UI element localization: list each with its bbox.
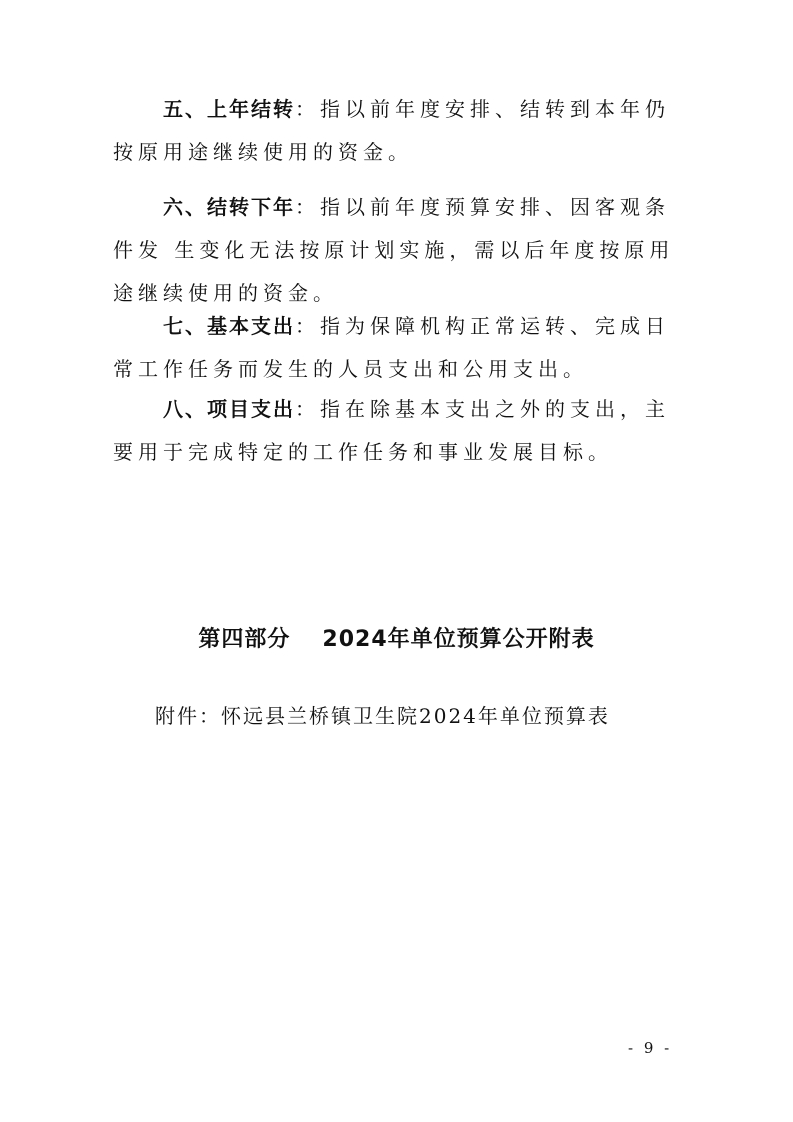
definition-separator: ：	[295, 314, 320, 338]
section-heading	[0, 622, 793, 653]
definition-text: 指以前年度预算安排、因客观条件发 生变化无法按原计划实施，需以后年度按原用途继续使用的资金。	[113, 195, 675, 305]
definition-paragraph-basic-expenditure	[113, 305, 683, 391]
definition-paragraph-project-expenditure	[113, 388, 683, 474]
definition-separator: ：	[295, 195, 320, 219]
attachment-line: 附件：怀远县兰桥镇卫生院2024年单位预算表	[155, 704, 610, 728]
definition-term: 六、结转下年	[163, 195, 295, 219]
definition-term: 七、基本支出	[163, 314, 295, 338]
definition-text: 指在除基本支出之外的支出，主要用于完成特定的工作任务和事业发展目标。	[113, 397, 670, 464]
definition-paragraph-carryover-from-last-year	[113, 88, 683, 174]
definition-separator: ：	[295, 97, 320, 121]
definition-separator: ：	[295, 397, 320, 421]
definition-term: 五、上年结转	[163, 97, 295, 121]
section-part-label: 第四部分	[198, 627, 291, 652]
definition-text: 指为保障机构正常运转、完成日常工作任务而发生的人员支出和公用支出。	[113, 314, 670, 381]
definition-paragraph-carryover-to-next-year	[113, 186, 683, 315]
page-number: - 9 -	[628, 1039, 673, 1057]
definition-term: 八、项目支出	[163, 397, 295, 421]
section-title-text: 2024年单位预算公开附表	[322, 627, 595, 652]
definition-text: 指以前年度安排、结转到本年仍按原用途继续使用的资金。	[113, 97, 670, 164]
